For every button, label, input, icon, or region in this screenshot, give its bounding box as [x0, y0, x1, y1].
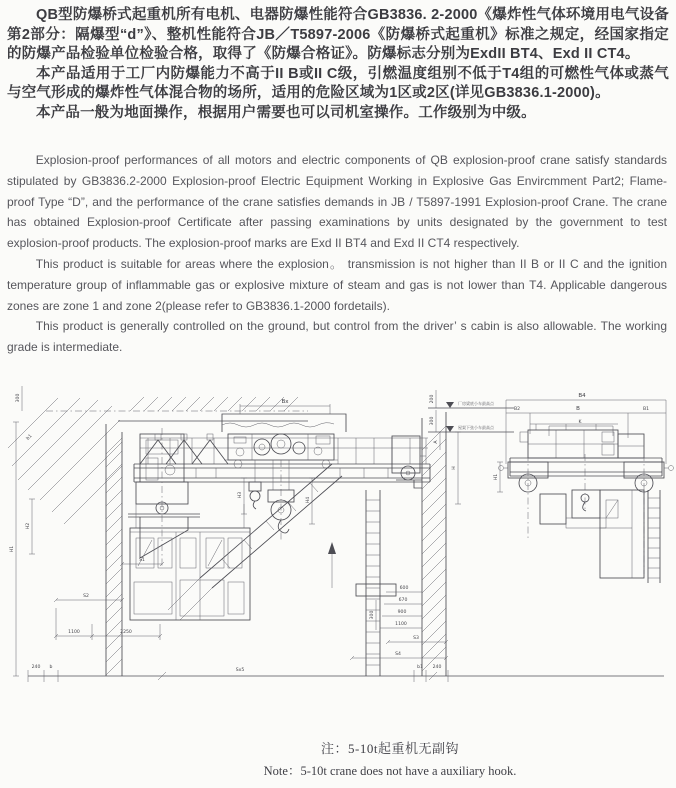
- dim-label-s2: S2: [83, 594, 89, 599]
- hook-travel-arrow-icon: [328, 542, 336, 554]
- dim-label-h3: H3: [238, 491, 243, 499]
- dim-label-240-right: 240: [432, 665, 442, 670]
- dim-label-1100: 1100: [68, 630, 80, 635]
- dim-label-1100-right: 1100: [395, 622, 407, 627]
- dim-label-600: 600: [399, 586, 409, 591]
- dim-label-300-level: 300: [430, 416, 435, 426]
- overhead-beam: [222, 399, 346, 432]
- technical-drawing: [0, 378, 676, 700]
- end-view-hook-icon: [583, 502, 586, 511]
- dim-label-670: 670: [398, 598, 408, 603]
- note-chinese: 注：5-10t起重机无副钩: [321, 741, 459, 756]
- bridge-girder: [134, 434, 430, 482]
- dim-label-240-left: 240: [31, 665, 41, 670]
- crane-outline-drawing: [0, 378, 676, 700]
- dim-label-900: 900: [397, 610, 407, 615]
- dim-label-b1: B1: [642, 407, 650, 412]
- wall-rail-bracket: [128, 428, 200, 568]
- english-intro: [7, 150, 667, 358]
- dim-label-h1-right: H1: [494, 473, 499, 481]
- dim-label-b1-base: b1: [417, 665, 423, 670]
- cn-paragraph-2: 本产品适用于工厂内防爆能力不高于II B或II C级，引燃温度组别不低于T4组的可燃性气体或蒸气与空气形成的爆炸性气体混合物的场所，适用的危险区域为1区或2区(详见GB3836.1-2000)。: [7, 65, 669, 102]
- dim-label-b: B: [576, 406, 580, 412]
- dim-label-k: K: [578, 420, 582, 425]
- note-english: Note：5-10t crane does not have a auxiliary hook.: [263, 764, 517, 778]
- dim-label-b1-roof: b1: [25, 433, 34, 442]
- drivers-cab: [130, 504, 250, 620]
- column-ladder: [328, 490, 396, 676]
- dim-label-300-right: 300: [370, 610, 375, 620]
- dim-label-h2: H2: [26, 522, 31, 530]
- dim-label-h1-left: H1: [10, 545, 15, 553]
- dim-label-2250: 2250: [120, 630, 132, 635]
- chinese-intro: [7, 6, 669, 124]
- en-paragraph-3: This product is generally controlled on the ground, but control from the driver’ s cabin is also allowable. The working grade is intermediate.: [7, 319, 667, 355]
- level-annotations: [428, 390, 514, 504]
- dim-label-s1: S1: [139, 558, 145, 563]
- right-column-dimensions: [350, 585, 448, 670]
- dim-label-a: A: [434, 440, 439, 444]
- cn-paragraph-3: 本产品一般为地面操作，根据用户需要也可以司机室操作。工作级别为中级。: [36, 104, 536, 121]
- cn-paragraph-1: QB型防爆桥式起重机所有电机、电器防爆性能符合GB3836. 2-2000《爆炸性气体环境用电气设备第2部分：隔爆型“d”》、整机性能符合JB／T5897-2006《防爆桥式起重机》标准之规定，经国家指定的防爆产品检验单位检验合格，取得了《防爆合格证》。防爆标志分别为ExdII BT4、Exd II CT4。: [7, 7, 669, 63]
- dim-label-h: H: [452, 466, 457, 470]
- annotation-bottom: 屋架下弦小车最高点: [458, 425, 494, 430]
- dim-label-span: Sx5: [235, 668, 245, 673]
- right-end-truck: [392, 436, 426, 488]
- en-paragraph-1: Explosion-proof performances of all motors and electric components of QB explosion-proof crane satisfy standards stipulated by GB3836.2-2000 Explosion-proof Electric Equipment Working in Explosive Gas Envircmment Part2; Flame-proof Type “D”, and the performance of the crane satisfies demands in JB / T5897-1991 Explosion-proof Crane. The crane has obtained Explosion-proof Certificate after passing examinations by units designated by the government to test explosion-proof products. The explosion-proof marks are Exd II BT4 and Exd II CT4 respectively.: [7, 153, 667, 251]
- en-paragraph-2: This product is suitable for areas where the explosion。 transmission is not higher than II B or II C and the ignition temperature group of inflammable gas or explosive mixture of steam and gas is not lower than T4. Applicable dangerous zones are zone 1 and zone 2(please refer to GB3836.1-2000 fordetails).: [7, 256, 667, 313]
- level-mark-icon: [446, 426, 454, 432]
- end-view: [493, 393, 674, 583]
- aux-hook-icon: [253, 501, 256, 509]
- dim-label-bx: Bx: [281, 399, 289, 405]
- dim-label-b-left: b: [49, 665, 53, 670]
- stairs: [168, 464, 342, 620]
- dim-label-300-top: 300: [16, 393, 21, 403]
- dim-label-b4: B4: [578, 393, 586, 399]
- dim-label-s4: S4: [395, 652, 401, 657]
- annotation-top: 厂房梁底小车最高点: [458, 401, 494, 406]
- dim-label-s3: S3: [413, 636, 419, 641]
- level-mark-icon: [446, 402, 454, 408]
- footnotes: [110, 738, 670, 779]
- dim-label-b2: B2: [513, 407, 521, 412]
- dim-label-h4: H4: [306, 496, 311, 504]
- dim-label-200: 200: [430, 394, 435, 404]
